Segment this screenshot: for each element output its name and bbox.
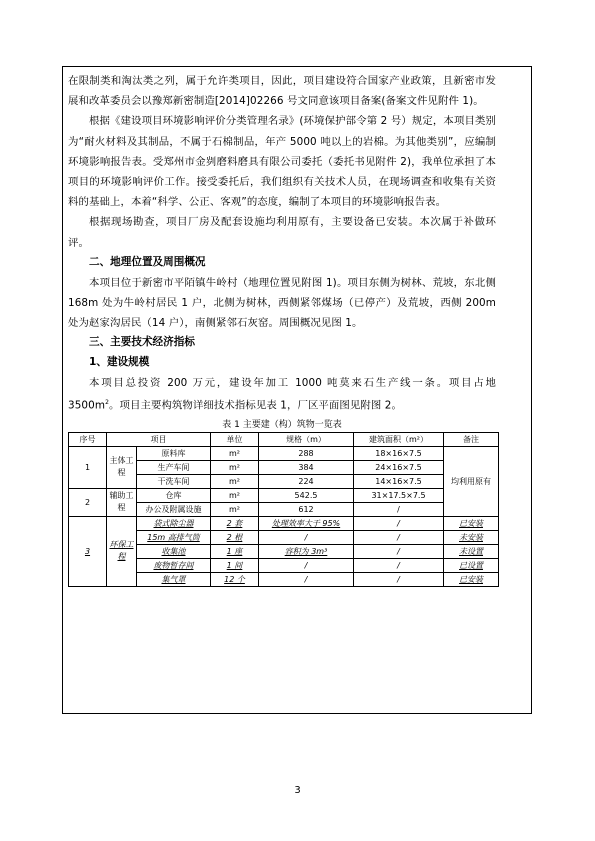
subsection-heading-scale: 1、建设规模 (89, 356, 150, 369)
group-category: 环保工程 (107, 516, 137, 586)
header-no: 序号 (69, 432, 107, 446)
item-remark: 未设置 (444, 544, 499, 558)
item-name: 生产车间 (137, 460, 211, 474)
paragraph-classification: 根据《建设项目环境影响评价分类管理名录》(环境保护部令第 2 号）规定，本项目类别为“耐火材料及其制品，不属于石棉制品，年产 5000 吨以上的岩棉。为其他类别”，应编制环境影响报告表。受郑州市金刿磨料磨具有限公司委托（委托书见附件 2)，我单位承担了本项目的环境影响评价工作。接受委托后，我们组织有关技术人员，在现场调查和收集有关资料的基础上，本着“科学、公正、客观”的态度，编制了本项目的环境影响报告表。 (68, 115, 496, 209)
item-remark: 已设置 (444, 558, 499, 572)
item-area: / (354, 558, 444, 572)
header-spec: 规格（m） (259, 432, 354, 446)
item-area: / (354, 502, 444, 516)
item-spec: / (259, 572, 354, 586)
section-heading-location: 二、地理位置及周围概况 (89, 255, 206, 268)
scale-text: 本项目总投资 200 万元，建设年加工 1000 吨莫来石生产线一条。项目占地 3500m (68, 376, 496, 412)
remark-reuse: 均利用原有 (444, 446, 499, 516)
item-spec: 612 (259, 502, 354, 516)
item-name: 干洗车间 (137, 474, 211, 488)
header-unit: 单位 (211, 432, 259, 446)
item-area: / (354, 516, 444, 530)
group-number: 1 (69, 446, 107, 488)
header-area: 建筑面积（m²） (354, 432, 444, 446)
paragraph-scale (68, 373, 496, 416)
item-name: 仓库 (137, 488, 211, 502)
item-unit: 1 座 (211, 544, 259, 558)
item-spec: 288 (259, 446, 354, 460)
header-item: 项目 (107, 432, 211, 446)
item-name: 收集池 (137, 544, 211, 558)
item-name: 办公及附属设施 (137, 502, 211, 516)
item-remark: 已安装 (444, 516, 499, 530)
item-unit: m² (211, 502, 259, 516)
area-superscript: 2 (105, 399, 109, 407)
item-unit: 12 个 (211, 572, 259, 586)
header-remark: 备注 (444, 432, 499, 446)
scale-text-tail: 。项目主要构筑物详细技术指标见表 1，厂区平面图见附图 2。 (109, 399, 402, 412)
table-caption: 表 1 主要建（构）筑物一览表 (222, 419, 342, 430)
item-spec: 384 (259, 460, 354, 474)
item-unit: m² (211, 474, 259, 488)
item-area: 31×17.5×7.5 (354, 488, 444, 502)
item-area: 14×16×7.5 (354, 474, 444, 488)
item-area: / (354, 530, 444, 544)
item-unit: 1 间 (211, 558, 259, 572)
item-unit: m² (211, 488, 259, 502)
page-number: 3 (294, 785, 301, 796)
item-unit: 2 套 (211, 516, 259, 530)
item-unit: m² (211, 446, 259, 460)
group-number: 2 (69, 488, 107, 516)
item-spec: / (259, 558, 354, 572)
item-name: 原料库 (137, 446, 211, 460)
item-area: 18×16×7.5 (354, 446, 444, 460)
item-remark: 未安装 (444, 530, 499, 544)
table-row (69, 516, 499, 530)
item-spec: 处理效率大于 95% (259, 516, 354, 530)
item-spec: 224 (259, 474, 354, 488)
group-category: 辅助工程 (107, 488, 137, 516)
paragraph-location: 本项目位于新密市平陌镇牛岭村（地理位置见附图 1)。项目东侧为树林、荒坡，东北侧 168m 处为牛岭村居民 1 户，北侧为树林，西侧紧邻煤场（已停产）及荒坡，西侧 200m 处为赵家沟居民（14 户），南侧紧邻石灰窑。周围概况见图 1。 (68, 276, 496, 330)
document-body (68, 71, 496, 587)
item-name: 集气罩 (137, 572, 211, 586)
item-area: / (354, 544, 444, 558)
item-area: / (354, 572, 444, 586)
item-name: 袋式除尘器 (137, 516, 211, 530)
item-unit: m² (211, 460, 259, 474)
item-unit: 2 根 (211, 530, 259, 544)
item-name: 废物暂存间 (137, 558, 211, 572)
table-header-row (69, 432, 499, 446)
item-remark: 已安装 (444, 572, 499, 586)
paragraph-site-survey: 根据现场勘查，项目厂房及配套设施均利用原有，主要设备已安装。本次属于补做环评。 (68, 216, 496, 249)
table-row (69, 488, 499, 502)
section-heading-indicators: 三、主要技术经济指标 (89, 336, 195, 349)
group-category: 主体工程 (107, 446, 137, 488)
group-number: 3 (69, 516, 107, 586)
item-area: 24×16×7.5 (354, 460, 444, 474)
item-spec: 容积为 3m³ (259, 544, 354, 558)
item-name: 15m 高排气筒 (137, 530, 211, 544)
table-row (69, 446, 499, 460)
item-spec: 542.5 (259, 488, 354, 502)
item-spec: / (259, 530, 354, 544)
buildings-table (68, 432, 499, 587)
paragraph-industry-policy: 在限制类和淘汰类之列，属于允许类项目，因此，项目建设符合国家产业政策，且新密市发展和改革委员会以豫郑新密制造[2014]02266 号文同意该项目备案(备案文件见附件 1)。 (68, 75, 496, 108)
